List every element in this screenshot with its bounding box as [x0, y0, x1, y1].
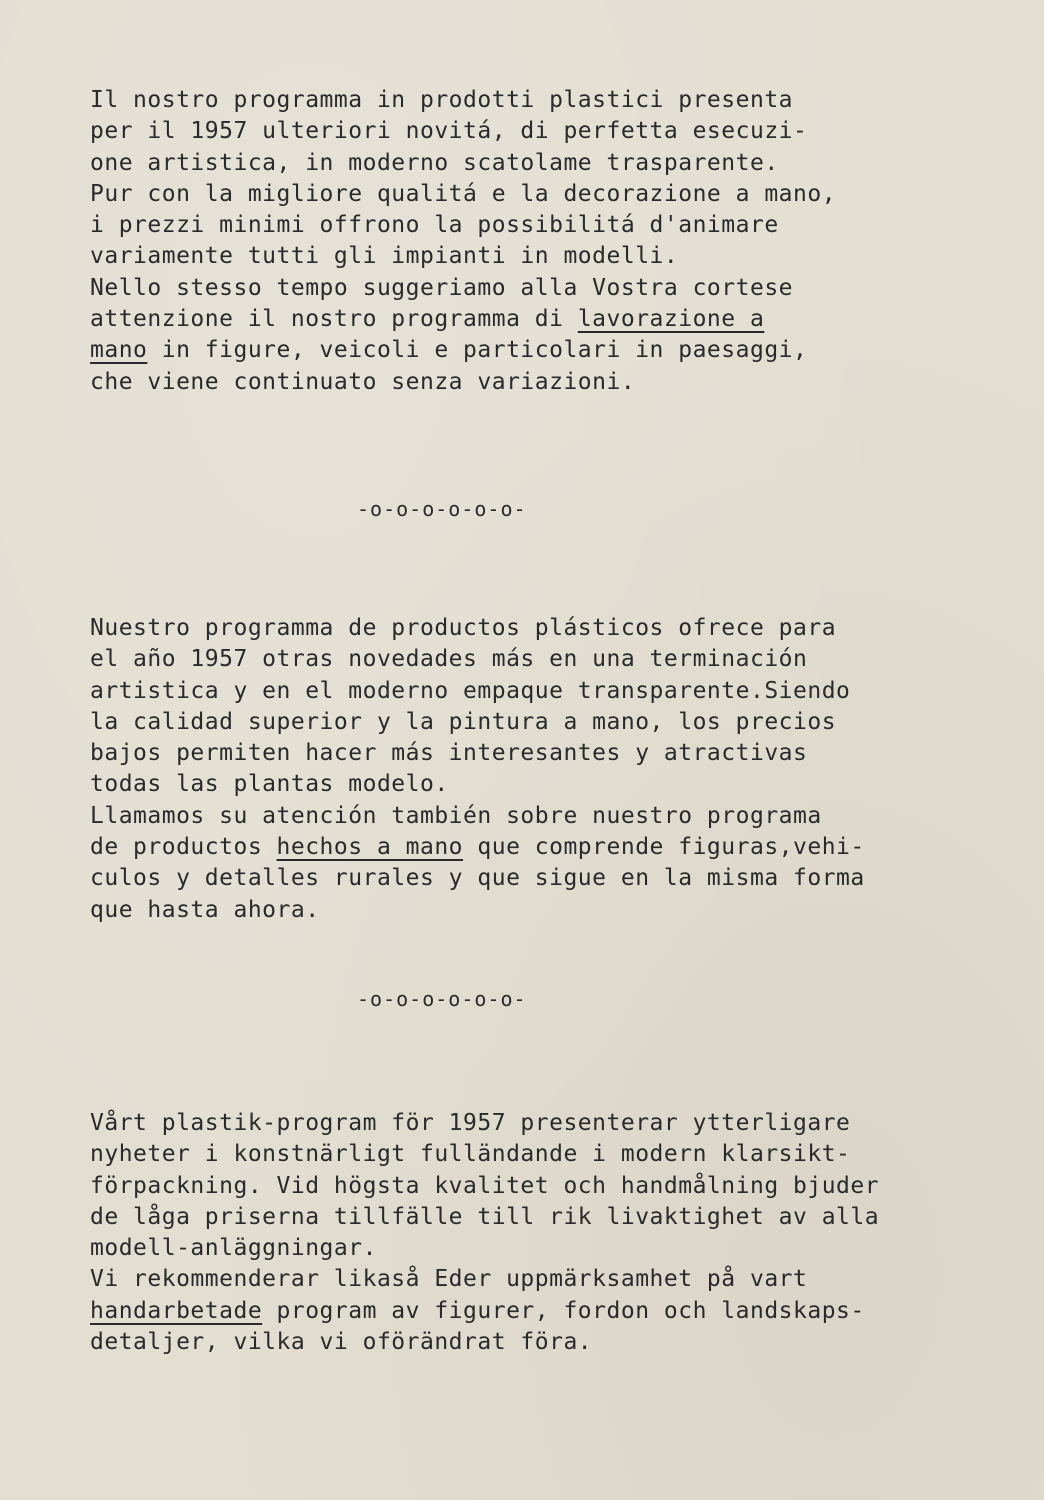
text-line	[90, 644, 1020, 675]
text-line	[90, 1327, 1020, 1358]
text-line	[90, 1108, 1020, 1139]
underlined-text: hechos a mano	[276, 834, 464, 861]
text-line	[90, 304, 1020, 335]
text-segment: Il nostro programma in prodotti plastici presenta	[90, 87, 794, 113]
text-line	[90, 895, 1020, 926]
text-line	[90, 1171, 1020, 1202]
text-segment: modell-anläggningar.	[90, 1235, 377, 1262]
text-line	[90, 367, 1020, 398]
text-segment: de productos	[90, 834, 277, 861]
text-segment: bajos permiten hacer más interesantes y atractivas	[90, 740, 808, 767]
text-segment: variamente tutti gli impianti in modelli.	[90, 243, 679, 270]
text-segment: culos y detalles rurales y que sigue en la misma forma	[90, 865, 865, 892]
text-line	[90, 707, 1020, 738]
text-line	[90, 210, 1020, 241]
swedish-paragraph	[90, 1108, 1020, 1358]
spanish-paragraph	[90, 613, 1020, 926]
text-segment: Nuestro programma de productos plásticos ofrece para	[90, 615, 837, 641]
text-line	[90, 1233, 1020, 1264]
text-segment: Pur con la migliore qualitá e la decorazione a mano,	[90, 180, 837, 207]
text-line	[90, 1202, 1020, 1233]
text-line	[90, 148, 1020, 179]
text-line	[90, 85, 1020, 116]
text-line	[90, 801, 1020, 832]
text-line	[90, 273, 1020, 304]
underlined-text: handarbetade	[90, 1297, 263, 1324]
text-segment: in figure, veicoli e particolari in paesaggi,	[147, 337, 808, 364]
text-line	[90, 241, 1020, 272]
text-line	[90, 769, 1020, 800]
text-segment: detaljer, vilka vi oförändrat föra.	[90, 1329, 593, 1356]
text-segment: i prezzi minimi offrono la possibilitá d'animare	[90, 212, 779, 239]
text-segment: que hasta ahora.	[90, 896, 320, 923]
text-segment: program av figurer, fordon och landskaps-	[262, 1297, 865, 1324]
separator: -o-o-o-o-o-o-	[357, 987, 527, 1011]
text-line	[90, 1264, 1020, 1295]
text-line	[90, 1296, 1020, 1327]
text-segment: la calidad superior y la pintura a mano, los precios	[90, 708, 837, 735]
text-line	[90, 863, 1020, 894]
text-line	[90, 1139, 1020, 1170]
text-segment: el año 1957 otras novedades más en una terminación	[90, 646, 808, 673]
text-segment: per il 1957 ulteriori novitá, di perfetta esecuzi-	[90, 118, 808, 145]
text-segment: che viene continuato senza variazioni.	[90, 368, 636, 395]
text-segment: förpackning. Vid högsta kvalitet och handmålning bjuder	[90, 1172, 880, 1199]
text-line	[90, 676, 1020, 707]
text-segment: Nello stesso tempo suggeriamo alla Vostra cortese	[90, 274, 794, 301]
text-line	[90, 738, 1020, 769]
text-segment: Llamamos su atención también sobre nuestro programa	[90, 802, 822, 829]
text-line	[90, 179, 1020, 210]
text-line	[90, 116, 1020, 147]
text-line	[90, 335, 1020, 366]
text-segment: que comprende figuras,vehi-	[463, 834, 865, 861]
text-segment: attenzione il nostro programma di	[90, 306, 578, 333]
separator: -o-o-o-o-o-o-	[357, 497, 527, 521]
underlined-text: mano	[90, 337, 148, 364]
text-line	[90, 613, 1020, 644]
text-segment: de låga priserna tillfälle till rik livaktighet av alla	[90, 1203, 880, 1230]
text-line	[90, 832, 1020, 863]
text-segment: todas las plantas modelo.	[90, 771, 449, 798]
italian-paragraph	[90, 85, 1020, 398]
text-segment: Vårt plastik-program för 1957 presenterar ytterligare	[90, 1110, 851, 1136]
underlined-text: lavorazione a	[577, 306, 765, 333]
text-segment: artistica y en el moderno empaque transparente.Siendo	[90, 677, 851, 704]
text-segment: nyheter i konstnärligt fulländande i modern klarsikt-	[90, 1141, 851, 1168]
text-segment: Vi rekommenderar likaså Eder uppmärksamhet på vart	[90, 1266, 808, 1293]
text-segment: one artistica, in moderno scatolame trasparente.	[90, 149, 779, 176]
